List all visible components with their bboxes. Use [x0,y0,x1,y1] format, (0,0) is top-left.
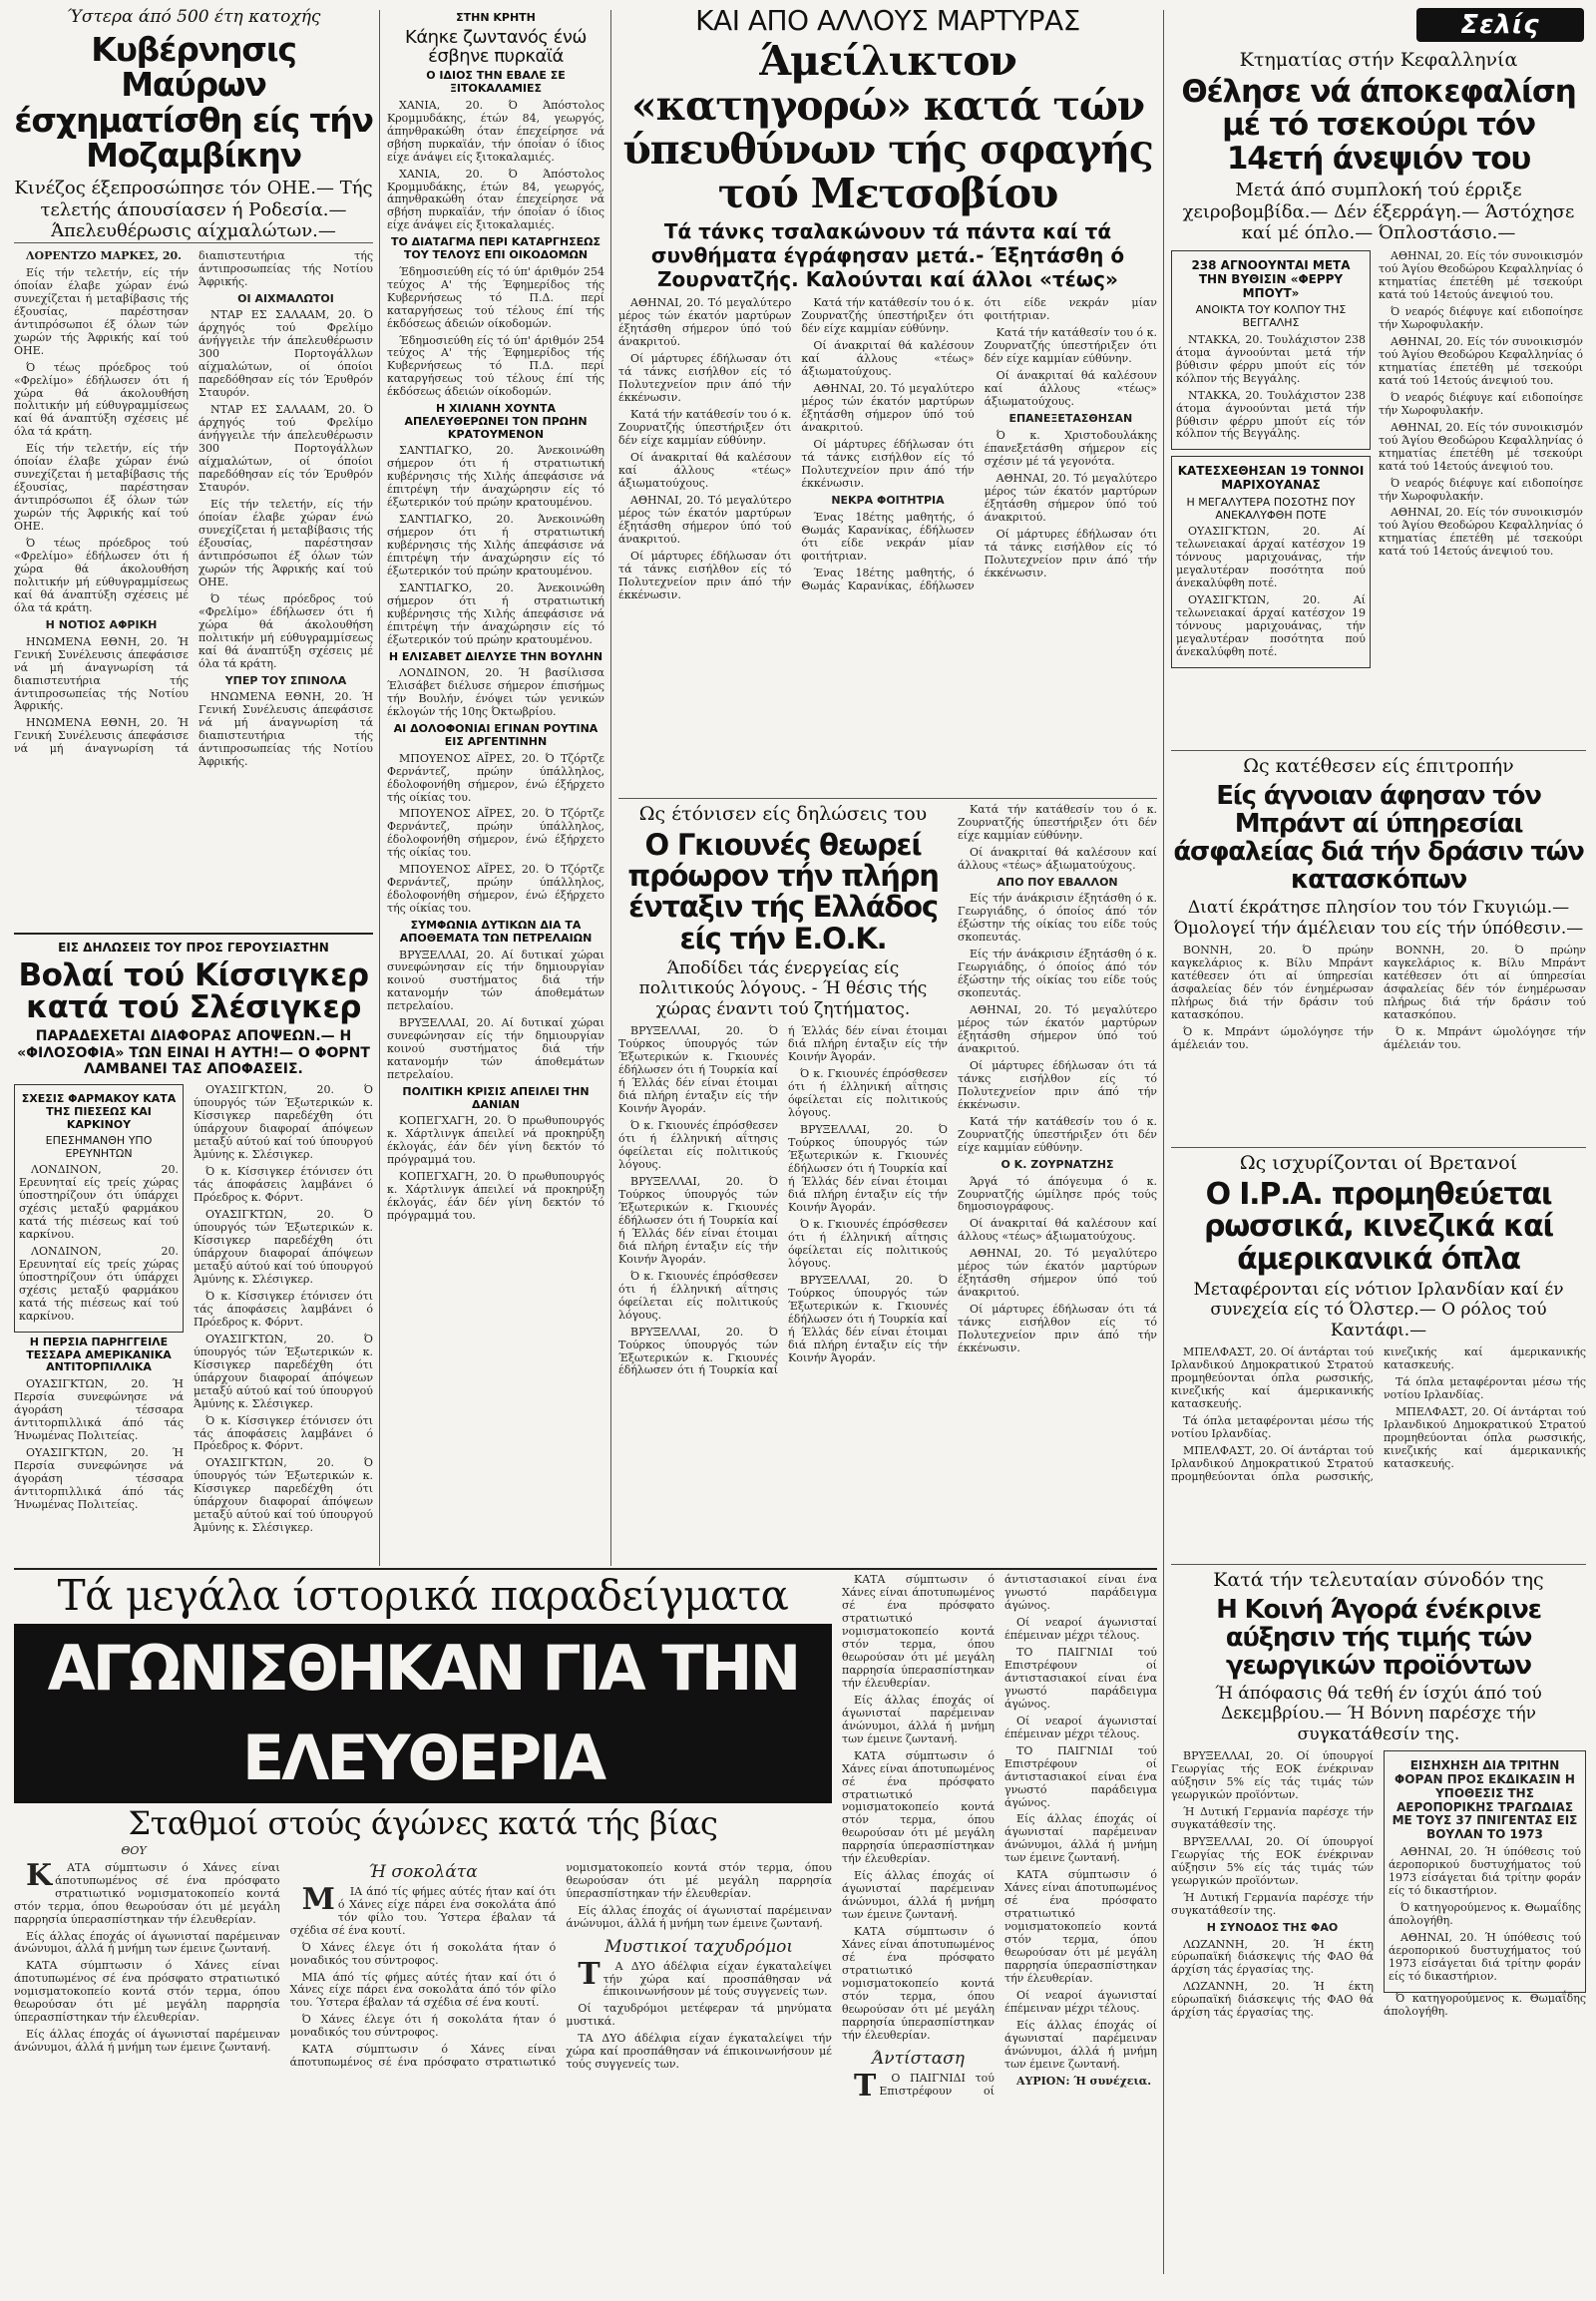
paragraph: Ό Χάνες έλεγε ότι ή σοκολάτα ήταν ό μοναδικός του σύντροφος. [289,1940,557,1967]
paragraph: Ό κ. Μπράντ ώμολόγησε τήν άμέλειάν του. [1384,1024,1586,1051]
paragraph: Ό Χάνες έλεγε ότι ή σοκολάτα ήταν ό μοναδικός του σύντροφος. [289,2013,557,2040]
paragraph: ΧΑΝΙΑ, 20. Ό Άπόστολος Κρομμυδάκης, έτών 84, γεωργός, άπηνθρακώθη όταν έπεχείρησε νά σβήση πυρκαϊάν, τήν όποίαν ό ίδιος είχε άνάψει είς ξιτοκαλαμιές. [387,98,604,164]
paragraph: Οί μάρτυρες έδήλωσαν ότι τά τάνκς εισήλθον είς τό Πολυτεχνείον πριν άπό τήν έκκένωσιν. [958,1303,1157,1355]
trial-box [1384,1750,1586,1992]
chile-body [387,445,604,647]
drug-box [14,1084,184,1333]
ira-headline: Ο Ι.Ρ.Α. προμηθεύεται ρωσσικά, κινεζικά καί άμερικανικά όπλα [1203,1176,1554,1277]
paragraph: Οί μάρτυρες έδήλωσαν ότι τά τάνκς εισήλθον είς τό Πολυτεχνείον πριν άπό τήν έκκένωσιν. [801,438,975,491]
paragraph: Είς άλλας έποχάς οί άγωνισταί παρέμειναν άνώνυμοι, άλλά ή μνήμη των έμεινε ζωντανή. [1004,2019,1157,2071]
brandt-subhead: Διατί έκράτησε πλησίον του τόν Γκυγιώμ.— Όμολογεί τήν άμέλειαν του είς τήν ύπόθεσιν.— [1173,898,1584,939]
article-ira [1171,1153,1586,1562]
paragraph: Κατά τήν κατάθεσίν του ό κ. Ζουρνατζής ύπεστήριξεν ότι δέν είχε καμμίαν εύθύνην. [618,408,792,448]
paragraph: Οί μάρτυρες έδήλωσαν ότι τά τάνκς εισήλθον είς τό Πολυτεχνείον πριν άπό τήν έκκένωσιν. [618,549,792,601]
box-caption: ΣΧΕΣΙΣ ΦΑΡΜΑΚΟΥ ΚΑΤΑ ΤΗΣ ΠΙΕΣΕΩΣ ΚΑΙ ΚΑΡΚΙΝΟΥ [21,1092,177,1131]
article-brandt [1171,756,1586,1145]
paragraph: Ό νεαρός διέφυγε καί ειδοποίησε τήν Χωροφυλακήν. [1379,390,1583,417]
paragraph: Ό κατηγορούμενος κ. Θωμαΐδης άπολογήθη. [1389,1900,1581,1927]
paragraph: Είς άλλας έποχάς οί άγωνισταί παρέμειναν άνώνυμοι, άλλά ή μνήμη των έμεινε ζωντανή. [14,2028,280,2055]
eec-headline: Η Κοινή Άγορά ένέκρινε αύξησιν τής τιμής τών γεωργικών προϊόντων [1216,1594,1541,1681]
gunes-kicker: Ως έτόνισεν είς δηλώσεις του [638,803,928,825]
paragraph: Ό τέως πρόεδρος τού «Φρελίμο» έδήλωσεν ότι ή χώρα θά άκολουθήση πολιτικήν μή εύθυγραμμίσεως καί θά άναπτύξη σχέσεις μέ όλα τά κράτη. [14,360,189,439]
paragraph: ΒΡΥΞΕΛΛΑΙ, 20. Ό Τούρκος ύπουργός τών Έξωτερικών κ. Γκιουνές έδήλωσεν ότι ή Τουρκία καί ή Έλλάς δέν είναι έτοιμαι διά πλήρη ένταξιν είς τήν Κοινήν Άγοράν. [618,1024,948,1377]
paragraph: Κατά τήν κατάθεσίν του ό κ. Ζουρνατζής ύπεστήριξεν ότι δέν είχε καμμίαν εύθύνην. [958,1114,1157,1154]
gunes-subhead: Άποδίδει τάς ένεργείας είς πολιτικούς λόγους. - Ή θέσις τής χώρας έναντι τού ζητήματος. [638,959,928,1019]
paragraph: Είς άλλας έποχάς οί άγωνισταί παρέμειναν άνώνυμοι, άλλά ή μνήμη των έμεινε ζωντανή. [1004,1812,1157,1865]
paragraph: ΤΟ ΠΑΙΓΝΙΔΙ τού Επιστρέφουν οί άντιστασιακοί είναι ένα γνωστό παράδειγμα άγώνος. [854,1573,1157,2104]
paragraph: ΚΑΤΑ σύμπτωσιν ό Χάνες είναι άποτυπωμένος σέ ένα πρόσφατο στρατιωτικό νομισματοκοπείο κοντά στόν τερμα, όπου θεωρούσαν ότι μέ μεγάλη παρρησία ύπερασπίστηκαν τήν έλευθερίαν. [14,1857,280,1926]
paragraph: Είς τήν άνάκρισιν έξητάσθη ό κ. Γεωργιάδης, ό όποίος άπό τόν έξώστην τής οίκίας του είδε τούς σκοπευτάς. [958,892,1157,945]
divider [379,10,380,1566]
paragraph: ΑΘΗΝΑΙ, 20. Ή ύπόθεσις τού άεροπορικού δυστυχήματος τού 1973 είσάγεται διά τρίτην φοράν είς τό δικαστήριον. [1389,1845,1581,1897]
paragraph: Είς άλλας έποχάς οί άγωνισταί παρέμειναν άνώνυμοι, άλλά ή μνήμη των έμεινε ζωντανή. [14,1929,280,1956]
metsovo-body [618,297,1157,816]
paragraph: Είς τήν τελετήν, είς τήν όποίαν έλαβε χώραν ένώ συνεχίζεται ή μεταβίβασις τής έξουσίας, παρέστησαν άντιπρόσωποι έξ όλων τών χωρών τής Άφρικής καί τού ΟΗΕ. [14,442,189,534]
argentina-body [387,753,604,917]
section-heading: Μυστικοί ταχυδρόμοι [604,1936,794,1957]
paragraph: ΑΘΗΝΑΙ, 20. Είς τόν συνοικισμόν τού Άγίου Θεοδώρου Κεφαλληνίας ό κτηματίας έπετέθη μέ τσεκούρι κατά τού 14ετούς άνεψιού του. [1379,334,1583,387]
section-caption: Η ΝΟΤΙΟΣ ΑΦΡΙΚΗ [45,617,158,631]
paragraph: Οί άνακριταί θά καλέσουν καί άλλους «τέως» άξιωματούχους. [958,845,1157,872]
paragraph: ΟΥΑΣΙΓΚΤΩΝ, 20. Ό ύπουργός τών Έξωτερικών κ. Κίσσιγκερ παρεδέχθη ότι ύπάρχουν διαφοραί άπόψεων μεταξύ αύτού καί τού ύπουργού Άμύνης κ. Σλέσιγκερ. [194,1456,373,1535]
article-metsovo [618,6,1157,794]
paragraph: Τά όπλα μεταφέρονται μέσω τής νοτίου Ιρλανδίας. [1171,1414,1374,1440]
paragraph: ΛΩΖΑΝΝΗ, 20. Ή έκτη εύρωπαϊκή διάσκεψις τής ΦΑΟ θά άρχίση τάς έργασίας της. [1171,1937,1374,1977]
paragraph: ΑΘΗΝΑΙ, 20. Είς τόν συνοικισμόν τού Άγίου Θεοδώρου Κεφαλληνίας ό κτηματίας έπετέθη μέ τσεκούρι κατά τού 14ετούς άνεψιού του. [1379,249,1583,301]
crete-kicker: ΣΤΗΝ ΚΡΗΤΗ [456,11,536,24]
paragraph: ΛΟΝΔΙΝΟΝ, 20. Ερευνηταί είς τρείς χώρας ύποστηρίζουν ότι ύπάρχει σχέσις μεταξύ φαρμάκου κατά τής πιέσεως καί τού καρκίνου. [19,1163,179,1242]
paragraph: ΜΙΑ άπό τίς φήμες αύτές ήταν καί ότι ό Χάνες είχε πάρει ένα σοκολάτα άπό τόν φίλο του. Ύστερα έβαλαν τά σχέδια σέ ένα κουτί. [289,1970,557,2010]
section-caption: ΤΟ ΔΙΑΤΑΓΜΑ ΠΕΡΙ ΚΑΤΑΡΓΗΣΕΩΣ ΤΟΥ ΤΕΛΟΥΣ ΕΠΙ ΟΙΚΟΔΟΜΩΝ [390,235,601,262]
paragraph: ΚΑΤΑ σύμπτωσιν ό Χάνες είναι άποτυπωμένος σέ ένα πρόσφατο στρατιωτικό νομισματοκοπείο κοντά στόν τερμα, όπου θεωρούσαν ότι μέ μεγάλη παρρησία ύπερασπίστηκαν τήν έλευθερίαν. [14,1959,280,2025]
kefalonia-body [1379,250,1583,668]
section-caption: Η ΠΕΡΣΙΑ ΠΑΡΗΓΓΕΙΛΕ ΤΕΣΣΑΡΑ ΑΜΕΡΙΚΑΝΙΚΑ ΑΝΤΙΤΟΡΠΙΛΛΙΚΑ [26,1336,172,1374]
dateline: ΛΟΡΕΝΤΖΟ ΜΑΡΚΕΣ, 20. [26,248,182,262]
paragraph: ΜΠΟΥΕΝΟΣ ΑΪΡΕΣ, 20. Ό Τζόρτζε Φερνάντεζ, πρώην ύπάλληλος, έδολοφονήθη σήμερον, ένώ έξήρχετο τής οίκίας του. [387,863,604,916]
oil-body [387,950,604,1083]
paragraph: ΤΟ ΠΑΙΓΝΙΔΙ τού Επιστρέφουν οί άντιστασιακοί είναι ένα γνωστό παράδειγμα άγώνος. [1004,1645,1157,1711]
paragraph: ΝΤΑΡ ΕΣ ΣΑΛΑΑΜ, 20. Ό άρχηγός τού Φρελίμο άνήγγειλε τήν άπελευθέρωσιν 300 Πορτογάλλων αίχμαλώτων, οί όποίοι παρεδόθησαν είς τόν Έρυθρόν Σταυρόν. [199,308,373,400]
ferry-box [1171,250,1371,450]
box-caption: ΚΑΤΕΣΧΕΘΗΣΑΝ 19 ΤΟΝΝΟΙ ΜΑΡΙΧΟΥΑΝΑΣ [1177,464,1365,493]
paragraph: Οί ταχυδρόμοι μετέφεραν τά μηνύματα μυστικά. [566,2002,832,2029]
paragraph: Ό κ. Κίσσιγκερ έτόνισεν ότι τάς άποφάσεις λαμβάνει ό Πρόεδρος κ. Φόρντ. [194,1289,373,1329]
article-mozambique [14,8,373,936]
box-subcaption: ΑΝΟΙΚΤΑ ΤΟΥ ΚΟΛΠΟΥ ΤΗΣ ΒΕΓΓΑΛΗΣ [1195,303,1347,330]
paragraph: Κατά τήν κατάθεσίν του ό κ. Ζουρνατζής ύπεστήριξεν ότι δέν είχε καμμίαν εύθύνην. [958,803,1157,842]
paragraph: ΜΠΕΛΦΑΣΤ, 20. Οί άντάρται τού Ιρλανδικού Δημοκρατικού Στρατού προμηθεύονται όπλα ρωσσικής, κινεζικής καί άμερικανικής κατασκευής. [1171,1345,1374,1411]
section-caption: Η ΣΥΝΟΔΟΣ ΤΗΣ ΦΑΟ [1206,1920,1339,1934]
paragraph: ΑΘΗΝΑΙ, 20. Τό μεγαλύτερο μέρος τών έκατόν μαρτύρων έξητάσθη σήμερον ύπό τού άνακριτού. [801,382,975,435]
eec-body [1171,1750,1586,2249]
paragraph: ΒΡΥΞΕΛΛΑΙ, 20. Ό Τούρκος ύπουργός τών Έξωτερικών κ. Γκιουνές έδήλωσεν ότι ή Τουρκία καί ή Έλλάς δέν είναι έτοιμαι διά πλήρη ένταξιν είς τήν Κοινήν Άγοράν. [618,1024,778,1116]
box-subcaption: ΕΠΕΣΗΜΑΝΘΗ ΥΠΟ ΕΡΕΥΝΗΤΩΝ [45,1134,153,1160]
paragraph: ΟΥΑΣΙΓΚΤΩΝ, 20. Ή Περσία συνεφώνησε νά άγοράση τέσσαρα άντιτορπιλλικά άπό τάς Ήνωμένας Πολιτείας. [14,1377,184,1442]
paragraph: ΟΥΑΣΙΓΚΤΩΝ, 20. Ό ύπουργός τών Έξωτερικών κ. Κίσσιγκερ παρεδέχθη ότι ύπάρχουν διαφοραί άπόψεων μεταξύ αύτού καί τού ύπουργού Άμύνης κ. Σλέσιγκερ. [194,1332,373,1410]
paragraph: ΝΤΑΡ ΕΣ ΣΑΛΑΑΜ, 20. Ό άρχηγός τού Φρελίμο άνήγγειλε τήν άπελευθέρωσιν 300 Πορτογάλλων αίχμαλώτων, οί όποίοι παρεδόθησαν είς τόν Έρυθρόν Σταυρόν. [199,403,373,494]
paragraph: ΚΑΤΑ σύμπτωσιν ό Χάνες είναι άποτυπωμένος σέ ένα πρόσφατο στρατιωτικό νομισματοκοπείο κοντά στόν τερμα, όπου θεωρούσαν ότι μέ μεγάλη παρρησία ύπερασπίστηκαν τήν έλευθερίαν. [1004,1868,1157,1986]
persia-body [14,1378,184,1512]
paragraph: Είς τήν άνάκρισιν έξητάσθη ό κ. Γεωργιάδης, ό όποίος άπό τόν έξώστην τής οίκίας του είδε τούς σκοπευτάς. [958,948,1157,1000]
paragraph: ΟΥΑΣΙΓΚΤΩΝ, 20. Αί τελωνειακαί άρχαί κατέσχον 19 τόννους μαριχουάνας, τήν μεγαλυτέραν ποσότητα πού άνεκαλύφθη ποτέ. [1176,593,1366,659]
divider [1163,10,1164,2274]
paragraph: ΧΑΝΙΑ, 20. Ό Άπόστολος Κρομμυδάκης, έτών 84, γεωργός, άπηνθρακώθη όταν έπεχείρησε νά σβήση πυρκαϊάν, τήν όποίαν ό ίδιος είχε άνάψει είς ξιτοκαλαμιές. [387,167,604,232]
section-caption: ΝΕΚΡΑ ΦΟΙΤΗΤΡΙΑ [831,494,945,508]
paragraph: ΚΑΤΑ σύμπτωσιν ό Χάνες είναι άποτυπωμένος σέ ένα πρόσφατο στρατιωτικό νομισματοκοπείο κοντά στόν τερμα, όπου θεωρούσαν ότι μέ μεγάλη παρρησία ύπερασπίστηκαν τήν έλευθερίαν. [842,1573,995,1690]
paragraph: Είς τήν τελετήν, είς τήν όποίαν έλαβε χώραν ένώ συνεχίζεται ή μεταβίβασις τής έξουσίας, παρέστησαν άντιπρόσωποι έξ όλων τών χωρών τής Άφρικής καί τού ΟΗΕ. [14,265,189,357]
paragraph: ΛΟΝΔΙΝΟΝ, 20. Ή βασίλισσα Έλισάβετ διέλυσε σήμερον έπισήμως τήν Βουλήν, ένόψει τών γενικών έκλογών τής 10ης Όκτωβρίου. [387,666,604,719]
paragraph: ΚΑΤΑ σύμπτωσιν ό Χάνες είναι άποτυπωμένος σέ ένα πρόσφατο στρατιωτικό νομισματοκοπείο κοντά στόν τερμα, όπου θεωρούσαν ότι μέ μεγάλη παρρησία ύπερασπίστηκαν τήν έλευθερίαν. [842,1748,995,1866]
paragraph: ΤΟ ΠΑΙΓΝΙΔΙ τού Επιστρέφουν οί άντιστασιακοί είναι ένα γνωστό παράδειγμα άγώνος. [1004,1743,1157,1809]
kissinger-headline: Βολαί τού Κίσσιγκερ κατά τού Σλέσιγκερ [18,957,369,1026]
paragraph: Έδημοσιεύθη είς τό ύπ' άριθμόν 254 τεύχος Α' τής Έφημερίδος τής Κυβερνήσεως τό Π.Δ. περί καταργήσεως τού τέλους έπί τής έκδόσεως άδειών οίκοδομών. [387,333,604,399]
section-heading: Ή σοκολάτα [368,1861,478,1882]
box-body [1176,334,1366,442]
paragraph: Είς άλλας έποχάς οί άγωνισταί παρέμειναν άνώνυμοι, άλλά ή μνήμη των έμεινε ζωντανή. [566,1903,832,1930]
gunes-body [618,1025,948,1544]
crete-body [387,100,604,233]
paragraph: ΜΙΑ άπό τίς φήμες αύτές ήταν καί ότι ό Χάνες είχε πάρει ένα σοκολάτα άπό τόν φίλο του. Ύστερα έβαλαν τά σχέδια σέ ένα κουτί. [289,1881,557,1937]
paragraph: Ό κ. Γκιουνές έπρόσθεσεν ότι ή έλληνική αΐτησις όφείλεται είς πολιτικούς λόγους. [618,1269,778,1322]
paragraph: ΟΥΑΣΙΓΚΤΩΝ, 20. Ό ύπουργός τών Έξωτερικών κ. Κίσσιγκερ παρεδέχθη ότι ύπάρχουν διαφοραί άπόψεων μεταξύ αύτού καί τού ύπουργού Άμύνης κ. Σλέσιγκερ. [194,1208,373,1286]
paragraph: ΗΝΩΜΕΝΑ ΕΘΝΗ, 20. Ή Γενική Συνέλευσις άπεφάσισε νά μή άναγνωρίση τά διαπιστευτήρια τής άντιπροσωπείας τής Νοτίου Άφρικής. [14,634,189,713]
paragraph: ΒΡΥΞΕΛΛΑΙ, 20. Αί δυτικαί χώραι συνεφώνησαν είς τήν δημιουργίαν κοινού συστήματος διά τήν κατανομήν τών άποθεμάτων πετρελαίου. [387,948,604,1013]
history-byline: ΘΟΥ [121,1843,147,1857]
paragraph: Ό κατηγορούμενος κ. Θωμαΐδης άπολογήθη. [1384,1991,1586,2018]
paragraph: ΒΡΥΞΕΛΛΑΙ, 20. Ό Τούρκος ύπουργός τών Έξωτερικών κ. Γκιουνές έδήλωσεν ότι ή Τουρκία καί ή Έλλάς δέν είναι έτοιμαι διά πλήρη ένταξιν είς τήν Κοινήν Άγοράν. [788,1123,948,1214]
section-caption: ΑΠΟ ΠΟΥ ΕΒΑΛΛΟΝ [997,875,1118,889]
kefalonia-kicker: Κτηματίας στήν Κεφαλληνία [1239,49,1518,71]
metsovo-continued [958,804,1157,1544]
paragraph: ΑΘΗΝΑΙ, 20. Τό μεγαλύτερο μέρος τών έκατόν μαρτύρων έξητάσθη σήμερον ύπό τού άνακριτού. [958,1003,1157,1056]
paragraph: ΚΑΤΑ σύμπτωσιν ό Χάνες είναι άποτυπωμένος σέ ένα πρόσφατο στρατιωτικό νομισματοκοπείο κοντά στόν τερμα, όπου θεωρούσαν ότι μέ μεγάλη παρρησία ύπερασπίστηκαν τήν έλευθερίαν. [842,1925,995,2042]
paragraph: Οί μάρτυρες έδήλωσαν ότι τά τάνκς εισήλθον είς τό Πολυτεχνείον πριν άπό τήν έκκένωσιν. [618,352,792,405]
paragraph: ΜΠΟΥΕΝΟΣ ΑΪΡΕΣ, 20. Ό Τζόρτζε Φερνάντεζ, πρώην ύπάλληλος, έδολοφονήθη σήμερον, ένώ έξήρχετο τής οίκίας του. [387,751,604,804]
eec-kicker: Κατά τήν τελευταίαν σύνοδόν της [1213,1569,1544,1591]
paragraph: Ό τέως πρόεδρος τού «Φρελίμο» έδήλωσεν ότι ή χώρα θά άκολουθήση πολιτικήν μή εύθυγραμμίσεως καί θά άναπτύξη σχέσεις μέ όλα τά κράτη. [199,591,373,670]
metsovo-subhead: Τά τάνκς τσαλακώνουν τά πάντα καί τά συνθήματα έγράφησαν μετά.- Έξητάσθη ό Ζουρνατζής. Καλούνται καί άλλοι «τέως» [650,219,1125,292]
paragraph: Ένας 18έτης μαθητής, ό Θωμάς Καρανίκας, έδήλωσεν ότι είδε νεκράν μίαν φοιτήτριαν. [801,510,975,563]
paragraph: Είς άλλας έποχάς οί άγωνισταί παρέμειναν άνώνυμοι, άλλά ή μνήμη των έμεινε ζωντανή. [842,1869,995,1922]
history-subhead: Σταθμοί στούς άγώνες κατά τής βίας [128,1804,718,1843]
kefalonia-headline: Θέλησε νά άποκεφαλίση μέ τό τσεκούρι τόν 14ετή άνεψιόν του [1181,73,1576,177]
paragraph: ΑΘΗΝΑΙ, 20. Είς τόν συνοικισμόν τού Άγίου Θεοδώρου Κεφαλληνίας ό κτηματίας έπετέθη μέ τσεκούρι κατά τού 14ετούς άνεψιού του. [1379,506,1583,559]
paragraph: ΚΟΠΕΓΧΑΓΗ, 20. Ό πρωθυπουργός κ. Χάρτλινγκ άπειλεί νά προκηρύξη έκλογάς, έάν δέν γίνη δεκτόν τό πρόγραμμά του. [387,1114,604,1167]
paragraph: Οί άνακριταί θά καλέσουν καί άλλους «τέως» άξιωματούχους. [958,1217,1157,1244]
paragraph: ΝΤΑΚΚΑ, 20. Τουλάχιστον 238 άτομα άγνοούνται μετά τήν βύθισιν φέρρυ μπούτ είς τόν κόλπον τής Βεγγάλης. [1176,388,1366,441]
section-logo: Σελίς [1416,8,1584,42]
ira-body [1171,1346,1586,1536]
paragraph: Είς τήν τελετήν, είς τήν όποίαν έλαβε χώραν ένώ συνεχίζεται ή μεταβίβασις τής έξουσίας, παρέστησαν άντιπρόσωποι έξ όλων τών χωρών τής Άφρικής καί τού ΟΗΕ. [199,497,373,588]
kefalonia-subhead: Μετά άπό συμπλοκή τού έρριξε χειροβομβίδα.— Δέν έξερράγη.— Άστόχησε καί μέ όπλο.— Όπλοστάσιο.— [1182,180,1575,244]
paragraph: Οί νεαροί άγωνισταί έπέμειναν μέχρι τέλους. [1004,1989,1157,2016]
paragraph: ΑΘΗΝΑΙ, 20. Τό μεγαλύτερο μέρος τών έκατόν μαρτύρων έξητάσθη σήμερον ύπό τού άνακριτού. [984,471,1157,524]
history-banner: ΑΓΩΝΙΣΘΗΚΑΝ ΓΙΑ ΤΗΝ ΕΛΕΥΘΕΡΙΑ [14,1624,832,1803]
paragraph: Ό νεαρός διέφυγε καί ειδοποίησε τήν Χωροφυλακήν. [1379,304,1583,331]
paragraph: ΑΘΗΝΑΙ, 20. Τό μεγαλύτερο μέρος τών έκατόν μαρτύρων έξητάσθη σήμερον ύπό τού άνακριτού. [618,296,792,349]
closing-note: ΑΥΡΙΟΝ: Ή συνέχεια. [1016,2074,1152,2088]
box-subcaption: Η ΜΕΓΑΛΥΤΕΡΑ ΠΟΣΟΤΗΣ ΠΟΥ ΑΝΕΚΑΛΥΦΘΗ ΠΟΤΕ [1186,496,1356,522]
section-caption: Ο Κ. ΖΟΥΡΝΑΤΖΗΣ [1000,1157,1114,1171]
paragraph: Οί νεαροί άγωνισταί έπέμειναν μέχρι τέλους. [1004,1714,1157,1740]
paragraph: ΜΠΟΥΕΝΟΣ ΑΪΡΕΣ, 20. Ό Τζόρτζε Φερνάντεζ, πρώην ύπάλληλος, έδολοφονήθη σήμερον, ένώ έξήρχετο τής οίκίας του. [387,807,604,860]
section-caption: Η ΕΛΙΣΑΒΕΤ ΔΙΕΛΥΣΕ ΤΗΝ ΒΟΥΛΗΝ [388,649,603,663]
divider [1171,750,1586,751]
article-kefalonia [1171,50,1586,748]
divider [14,242,373,243]
box-caption: 238 ΑΓΝΟΟΥΝΤΑΙ ΜΕΤΑ ΤΗΝ ΒΥΘΙΣΙΝ «ΦΕΡΡΥ ΜΠΟΥΤ» [1191,258,1351,300]
divider [1171,1147,1586,1148]
paragraph: ΤΑ ΔΥΟ άδέλφια είχαν έγκαταλείψει τήν χώρα καί προσπάθησαν νά έπικοινωνήσουν μέ τούς συγγενείς των. [566,2032,832,2072]
brandt-body [1171,945,1586,1114]
gunes-headline: Ο Γκιουνές θεωρεί πρόωρον τήν πλήρη ένταξιν τής Ελλάδος είς τήν Ε.Ο.Κ. [627,827,939,956]
paragraph: ΒΡΥΞΕΛΛΑΙ, 20. Οί ύπουργοί Γεωργίας τής ΕΟΚ ένέκριναν αύξησιν 5% είς τάς τιμάς τών γεωργικών προϊόντων. [1171,1749,1374,1802]
denmark-body [387,1115,604,1223]
paragraph: ΒΡΥΞΕΛΛΑΙ, 20. Αί δυτικαί χώραι συνεφώνησαν είς τήν δημιουργίαν κοινού συστήματος διά τήν κατανομήν τών άποθεμάτων πετρελαίου. [387,1016,604,1082]
section-caption: ΑΙ ΔΟΛΟΦΟΝΙΑΙ ΕΓΙΝΑΝ ΡΟΥΤΙΝΑ ΕΙΣ ΑΡΓΕΝΤΙΝΗΝ [393,722,598,748]
section-caption: ΕΠΑΝΕΞΕΤΑΣΘΗΣΑΝ [1008,412,1133,426]
paragraph: ΤΑ ΔΥΟ άδέλφια είχαν έγκαταλείψει τήν χώρα καί προσπάθησαν νά έπικοινωνήσουν μέ τούς συγγενείς των. [578,1956,832,1999]
paragraph: Ό κ. Χριστοδουλάκης έπανεξετάσθη σήμερον είς σχέσιν μέ τά γεγονότα. [984,428,1157,468]
queen-body [387,667,604,719]
paragraph: ΝΤΑΚΚΑ, 20. Τουλάχιστον 238 άτομα άγνοούνται μετά τήν βύθισιν φέρρυ μπούτ είς τόν κόλπον τής Βεγγάλης. [1176,332,1366,385]
ira-subhead: Μεταφέρονται είς νότιον Ιρλανδίαν καί έν συνεχεία είς τό Όλστερ.— Ο ρόλος τού Καντάφι.— [1193,1280,1564,1341]
paragraph: Ή Δυτική Γερμανία παρέσχε τήν συγκατάθεσίν της. [1171,1890,1374,1917]
paragraph: Οί μάρτυρες έδήλωσαν ότι τά τάνκς εισήλθον είς τό Πολυτεχνείον πριν άπό τήν έκκένωσιν. [958,1059,1157,1112]
paragraph: ΒΟΝΝΗ, 20. Ό πρώην καγκελάριος κ. Βίλυ Μπράντ κατέθεσεν ότι αί ύπηρεσίαι άσφαλείας δέν τόν ένημέρωσαν πλήρως διά τήν δράσιν τού κατασκόπου. [1171,943,1374,1021]
divider [14,933,373,935]
paragraph: Ό κ. Κίσσιγκερ έτόνισεν ότι τάς άποφάσεις λαμβάνει ό Πρόεδρος κ. Φόρντ. [194,1413,373,1453]
brandt-headline: Είς άγνοιαν άφησαν τόν Μπράντ αί ύπηρεσίαι άσφαλείας διά τήν δράσιν τών κατασκόπων [1173,780,1584,896]
paragraph: Τά όπλα μεταφέρονται μέσω τής νοτίου Ιρλανδίας. [1384,1375,1586,1402]
kissinger-caption: ΕΙΣ ΔΗΛΩΣΕΙΣ ΤΟΥ ΠΡΟΣ ΓΕΡΟΥΣΙΑΣΤΗΝ [58,941,329,955]
paragraph: Ό κ. Μπράντ ώμολόγησε τήν άμέλειάν του. [1171,1024,1374,1051]
divider [610,10,611,1566]
paragraph: Οί άνακριταί θά καλέσουν καί άλλους «τέως» άξιωματούχους. [984,369,1157,409]
paragraph: ΒΟΝΝΗ, 20. Ό πρώην καγκελάριος κ. Βίλυ Μπράντ κατέθεσεν ότι αί ύπηρεσίαι άσφαλείας δέν τόν ένημέρωσαν πλήρως διά τήν δράσιν τού κατασκόπου. [1384,943,1586,1021]
paragraph: ΚΑΤΑ σύμπτωσιν ό Χάνες είναι άποτυπωμένος σέ ένα πρόσφατο στρατιωτικό νομισματοκοπείο κοντά στόν τερμα, όπου θεωρούσαν ότι μέ μεγάλη παρρησία ύπερασπίστηκαν τήν έλευθερίαν. [289,1860,832,2070]
article-eec [1171,1570,1586,2274]
paragraph: ΑΘΗΝΑΙ, 20. Τό μεγαλύτερο μέρος τών έκατόν μαρτύρων έξητάσθη σήμερον ύπό τού άνακριτού. [958,1247,1157,1300]
paragraph: Κατά τήν κατάθεσίν του ό κ. Ζουρνατζής ύπεστήριξεν ότι δέν είχε καμμίαν εύθύνην. [801,296,975,336]
paragraph: Οί άνακριταί θά καλέσουν καί άλλους «τέως» άξιωματούχους. [801,339,975,379]
paragraph: ΟΥΑΣΙΓΚΤΩΝ, 20. Ή Περσία συνεφώνησε νά άγοράση τέσσαρα άντιτορπιλλικά άπό τάς Ήνωμένας Πολιτείας. [14,1445,184,1511]
paragraph: Κατά τήν κατάθεσίν του ό κ. Ζουρνατζής ύπεστήριξεν ότι δέν είχε καμμίαν εύθύνην. [984,326,1157,366]
kissinger-body [194,1084,373,1539]
crete-caption: Ο ΙΔΙΟΣ ΤΗΝ ΕΒΑΛΕ ΣΕ ΞΙΤΟΚΑΛΑΜΙΕΣ [426,69,566,96]
paragraph: ΟΥΑΣΙΓΚΤΩΝ, 20. Ό ύπουργός τών Έξωτερικών κ. Κίσσιγκερ παρεδέχθη ότι ύπάρχουν διαφοραί άπόψεων μεταξύ αύτού καί τού ύπουργού Άμύνης κ. Σλέσιγκερ. [194,1083,373,1162]
brandt-kicker: Ως κατέθεσεν είς έπιτροπήν [1243,755,1514,777]
mozambique-kicker: Ύστερα άπό 500 έτη κατοχής [66,7,321,27]
paragraph: ΗΝΩΜΕΝΑ ΕΘΝΗ, 20. Ή Γενική Συνέλευσις άπεφάσισε νά μή άναγνωρίση τά διαπιστευτήρια τής άντιπροσωπείας τής Νοτίου Άφρικής. [14,248,373,756]
divider [14,1568,1157,1570]
kissinger-subhead: ΠΑΡΑΔΕΧΕΤΑΙ ΔΙΑΦΟΡΑΣ ΑΠΟΨΕΩΝ.— Η «ΦΙΛΟΣΟΦΙΑ» ΤΩΝ ΕΙΝΑΙ Η ΑΥΤΗ!— Ο ΦΟΡΝΤ ΛΑΜΒΑΝΕΙ ΤΑΣ ΑΠΟΦΑΣΕΙΣ. [17,1027,370,1078]
metsovo-headline: Άμείλικτον «κατηγορώ» κατά τών ύπευθύνων τής σφαγής τού Μετσοβίου [622,37,1153,218]
paragraph: Ό τέως πρόεδρος τού «Φρελίμο» έδήλωσεν ότι ή χώρα θά άκολουθήση πολιτικήν μή εύθυγραμμίσεως καί θά άναπτύξη σχέσεις μέ όλα τά κράτη. [14,537,189,615]
paragraph: Ή Δυτική Γερμανία παρέσχε τήν συγκατάθεσίν της. [1171,1805,1374,1832]
paragraph: Ένας 18έτης μαθητής, ό Θωμάς Καρανίκας, έδήλωσεν ότι είδε νεκράν μίαν φοιτήτριαν. [801,296,1157,592]
history-body [14,1857,832,2301]
paragraph: Έδημοσιεύθη είς τό ύπ' άριθμόν 254 τεύχος Α' τής Έφημερίδος τής Κυβερνήσεως τό Π.Δ. περί καταργήσεως τού τέλους έπί τής έκδόσεως άδειών οίκοδομών. [387,264,604,330]
section-caption: ΠΟΛΙΤΙΚΗ ΚΡΙΣΙΣ ΑΠΕΙΛΕΙ ΤΗΝ ΔΑΝΙΑΝ [402,1085,590,1111]
section-heading: Άντίσταση [872,2048,965,2069]
eec-subhead: Ή άπόφασις θά τεθή έν ίσχύι άπό τού Δεκεμβρίου.— Ή Βόννη παρέσχε τήν συγκατάθεσίν της. [1215,1684,1542,1744]
history-column-right [842,1574,1157,2262]
section-caption: ΣΥΜΦΩΝΙΑ ΔΥΤΙΚΩΝ ΔΙΑ ΤΑ ΑΠΟΘΕΜΑΤΑ ΤΩΝ ΠΕΤΡΕΛΑΙΩΝ [399,919,593,945]
ira-kicker: Ως ισχυρίζονται οί Βρετανοί [1239,1152,1518,1174]
paragraph: Ό κ. Γκιουνές έπρόσθεσεν ότι ή έλληνική αΐτησις όφείλεται είς πολιτικούς λόγους. [788,1217,948,1270]
paragraph: Άργά τό άπόγευμα ό κ. Ζουρνατζής ώμίλησε πρός τούς δημοσιογράφους. [958,1174,1157,1214]
paragraph: ΣΑΝΤΙΑΓΚΟ, 20. Άνεκοινώθη σήμερον ότι ή στρατιωτική κυβέρνησις τής Χιλής άπεφάσισε νά έπιτρέψη τήν άναχώρησιν είς τό έξωτερικόν τού πρώην κρατουμένου. [387,580,604,646]
article-history [14,1571,1157,2272]
section-caption: Η ΧΙΛΙΑΝΗ ΧΟΥΝΤΑ ΑΠΕΛΕΥΘΕΡΩΝΕΙ ΤΟΝ ΠΡΩΗΝ ΚΡΑΤΟΥΜΕΝΟΝ [404,402,588,441]
divider [1171,1564,1586,1565]
crete-headline: Κάηκε ζωντανός ένώ έσβηνε πυρκαϊά [405,26,587,67]
paragraph: ΒΡΥΞΕΛΛΑΙ, 20. Ό Τούρκος ύπουργός τών Έξωτερικών κ. Γκιουνές έδήλωσεν ότι ή Τουρκία καί ή Έλλάς δέν είναι έτοιμαι διά πλήρη ένταξιν είς τήν Κοινήν Άγοράν. [788,1273,948,1364]
box-body [19,1164,179,1324]
paragraph: Ό κ. Γκιουνές έπρόσθεσεν ότι ή έλληνική αΐτησις όφείλεται είς πολιτικούς λόγους. [618,1119,778,1171]
mozambique-headline: Κυβέρνησις Μαύρων έσχηματίσθη είς τήν Μοζαμβίκην [14,29,373,176]
paragraph: ΣΑΝΤΙΑΓΚΟ, 20. Άνεκοινώθη σήμερον ότι ή στρατιωτική κυβέρνησις τής Χιλής άπεφάσισε νά έπιτρέψη τήν άναχώρησιν είς τό έξωτερικόν τού πρώην κρατουμένου. [387,444,604,510]
paragraph: ΒΡΥΞΕΛΛΑΙ, 20. Ό Τούρκος ύπουργός τών Έξωτερικών κ. Γκιουνές έδήλωσεν ότι ή Τουρκία καί ή Έλλάς δέν είναι έτοιμαι διά πλήρη ένταξιν είς τήν Κοινήν Άγοράν. [618,1174,778,1266]
paragraph: Είς άλλας έποχάς οί άγωνισταί παρέμειναν άνώνυμοι, άλλά ή μνήμη των έμεινε ζωντανή. [842,1693,995,1745]
section-caption: ΥΠΕΡ ΤΟΥ ΣΠΙΝΟΛΑ [224,673,347,687]
paragraph: Οί άνακριταί θά καλέσουν καί άλλους «τέως» άξιωματούχους. [618,451,792,491]
paragraph: ΒΡΥΞΕΛΛΑΙ, 20. Οί ύπουργοί Γεωργίας τής ΕΟΚ ένέκριναν αύξησιν 5% είς τάς τιμάς τών γεωργικών προϊόντων. [1171,1835,1374,1887]
article-kissinger [14,938,373,1535]
metsovo-kicker: ΚΑΙ ΑΠΟ ΑΛΛΟΥΣ ΜΑΡΤΥΡΑΣ [695,4,1080,37]
paragraph: ΑΘΗΝΑΙ, 20. Είς τόν συνοικισμόν τού Άγίου Θεοδώρου Κεφαλληνίας ό κτηματίας έπετέθη μέ τσεκούρι κατά τού 14ετούς άνεψιού του. [1379,420,1583,473]
marijuana-box [1171,456,1371,668]
paragraph: ΗΝΩΜΕΝΑ ΕΘΝΗ, 20. Ή Γενική Συνέλευσις άπεφάσισε νά μή άναγνωρίση τά διαπιστευτήρια τής άντιπροσωπείας τής Νοτίου Άφρικής. [199,690,373,769]
paragraph: ΛΩΖΑΝΝΗ, 20. Ή έκτη εύρωπαϊκή διάσκεψις τής ΦΑΟ θά άρχίση τάς έργασίας της. [1171,1980,1374,2020]
paragraph: ΜΠΕΛΦΑΣΤ, 20. Οί άντάρται τού Ιρλανδικού Δημοκρατικού Στρατού προμηθεύονται όπλα ρωσσικής, κινεζικής καί άμερικανικής κατασκευής. [1384,1405,1586,1470]
article-gunes [618,804,1157,1566]
section-caption: ΟΙ ΑΙΧΜΑΛΩΤΟΙ [237,291,334,305]
paragraph: Οί νεαροί άγωνισταί έπέμειναν μέχρι τέλους. [1004,1615,1157,1642]
mozambique-body [14,250,373,889]
divider [618,798,1157,799]
box-body [1176,526,1366,659]
mozambique-subhead: Κινέζος έξεπροσώπησε τόν ΟΗΕ.— Τής τελετής άπουσίασεν ή Ροδεσία.—Άπελευθέρωσις αίχμαλώτων.— [14,178,373,242]
paragraph: ΜΠΕΛΦΑΣΤ, 20. Οί άντάρται τού Ιρλανδικού Δημοκρατικού Στρατού προμηθεύονται όπλα ρωσσικής, κινεζικής καί άμερικανικής κατασκευής. [1171,1345,1586,1483]
article-crete [387,8,604,1564]
paragraph: ΚΟΠΕΓΧΑΓΗ, 20. Ό πρωθυπουργός κ. Χάρτλινγκ άπειλεί νά προκηρύξη έκλογάς, έάν δέν γίνη δεκτόν τό πρόγραμμά του. [387,1170,604,1223]
paragraph: Οί μάρτυρες έδήλωσαν ότι τά τάνκς εισήλθον είς τό Πολυτεχνείον πριν άπό τήν έκκένωσιν. [984,527,1157,579]
history-kicker: Τά μεγάλα ίστορικά παραδείγματα [57,1571,789,1620]
paragraph: ΑΘΗΝΑΙ, 20. Τό μεγαλύτερο μέρος τών έκατόν μαρτύρων έξητάσθη σήμερον ύπό τού άνακριτού. [618,494,792,546]
paragraph: ΟΥΑΣΙΓΚΤΩΝ, 20. Αί τελωνειακαί άρχαί κατέσχον 19 τόννους μαριχουάνας, τήν μεγαλυτέραν ποσότητα πού άνεκαλύφθη ποτέ. [1176,525,1366,590]
paragraph: Ό νεαρός διέφυγε καί ειδοποίησε τήν Χωροφυλακήν. [1379,476,1583,503]
decree-body [387,266,604,400]
paragraph: Ό κ. Γκιουνές έπρόσθεσεν ότι ή έλληνική αΐτησις όφείλεται είς πολιτικούς λόγους. [788,1067,948,1120]
paragraph: ΑΘΗΝΑΙ, 20. Ή ύπόθεσις τού άεροπορικού δυστυχήματος τού 1973 είσάγεται διά τρίτην φοράν είς τό δικαστήριον. [1389,1930,1581,1983]
paragraph: Ό κ. Κίσσιγκερ έτόνισεν ότι τάς άποφάσεις λαμβάνει ό Πρόεδρος κ. Φόρντ. [194,1165,373,1205]
paragraph: ΣΑΝΤΙΑΓΚΟ, 20. Άνεκοινώθη σήμερον ότι ή στρατιωτική κυβέρνησις τής Χιλής άπεφάσισε νά έπιτρέψη τήν άναχώρησιν είς τό έξωτερικόν τού πρώην κρατουμένου. [387,513,604,577]
box-caption: ΕΙΣΗΧΗΣΗ ΔΙΑ ΤΡΙΤΗΝ ΦΟΡΑΝ ΠΡΟΣ ΕΚΔΙΚΑΣΙΝ Η ΥΠΟΘΕΣΙΣ ΤΗΣ ΑΕΡΟΠΟΡΙΚΗΣ ΤΡΑΓΩΔΙΑΣ ΜΕ ΤΟΥΣ 37 ΠΝΙΓΕΝΤΑΣ ΕΙΣ ΒΟΥΛΑΝ ΤΟ 1973 [1392,1758,1578,1842]
paragraph: ΛΟΝΔΙΝΟΝ, 20. Ερευνηταί είς τρείς χώρας ύποστηρίζουν ότι ύπάρχει σχέσις μεταξύ φαρμάκου κατά τής πιέσεως καί τού καρκίνου. [19,1245,179,1324]
